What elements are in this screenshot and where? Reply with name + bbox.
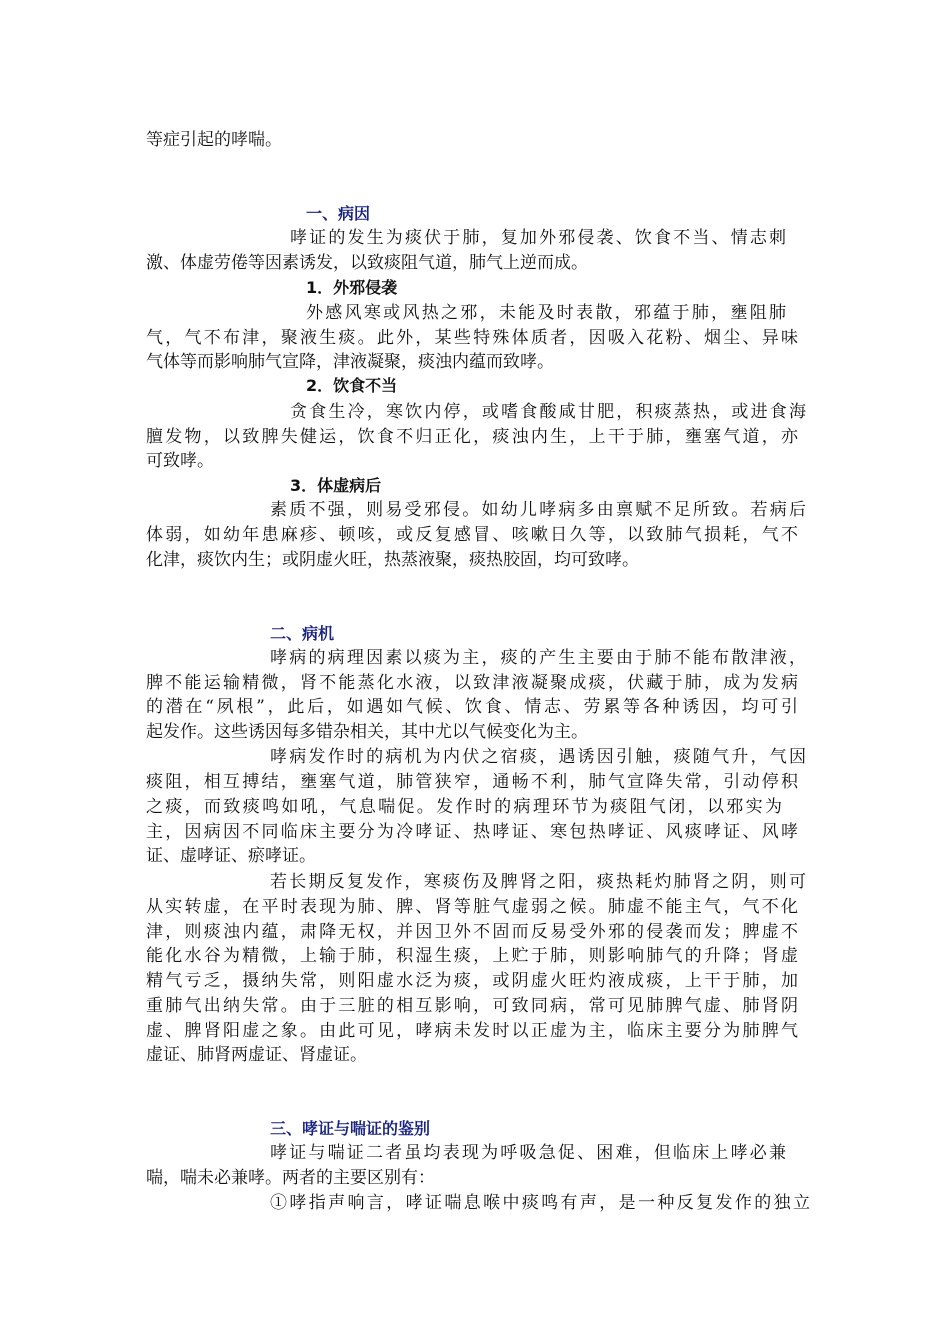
text-line: 若长期反复发作，寒痰伤及脾肾之阳，痰热耗灼肺肾之阴，则可: [270, 872, 806, 892]
section-heading: 2．饮食不当: [306, 376, 398, 395]
text-line: 起发作。这些诱因每多错杂相关，其中尤以气候变化为主。: [146, 722, 588, 742]
text-line: 喘，喘未必兼哮。两者的主要区别有：: [146, 1168, 435, 1188]
text-line: ①哮指声响言，哮证喘息喉中痰鸣有声，是一种反复发作的独立: [270, 1193, 810, 1213]
text-line: 之痰，而致痰鸣如吼，气息喘促。发作时的病理环节为痰阻气闭，以邪实为: [146, 797, 782, 817]
text-line: 贪食生冷，寒饮内停，或嗜食酸咸甘肥，积痰蒸热，或进食海: [290, 402, 806, 422]
section-heading: 三、哮证与喘证的鉴别: [270, 1119, 431, 1138]
text-line: 气，气不布津，聚液生痰。此外，某些特殊体质者，因吸入花粉、烟尘、异味: [146, 328, 798, 348]
text-line: 主，因病因不同临床主要分为冷哮证、热哮证、寒包热哮证、风痰哮证、风哮: [146, 822, 798, 842]
text-line: 素质不强，则易受邪侵。如幼儿哮病多由禀赋不足所致。若病后: [270, 500, 806, 520]
section-heading: 二、病机: [270, 624, 335, 643]
text-line: 气体等而影响肺气宣降，津液凝聚，痰浊内蕴而致哮。: [146, 352, 554, 372]
text-line: 脾不能运输精微，肾不能蒸化水液，以致津液凝聚成痰，伏藏于肺，成为发病: [146, 673, 798, 693]
text-line: 哮病发作时的病机为内伏之宿痰，遇诱因引触，痰随气升，气因: [270, 747, 806, 767]
section-heading: 3．体虚病后: [290, 476, 382, 495]
section-heading: 1．外邪侵袭: [306, 278, 398, 297]
text-line: 能化水谷为精微，上输于肺，积湿生痰，上贮于肺，则影响肺气的升降；肾虚: [146, 946, 798, 966]
text-line: 外感风寒或风热之邪，未能及时表散，邪蕴于肺，壅阻肺: [306, 303, 786, 323]
text-line: 等症引起的哮喘。: [146, 130, 282, 150]
text-line: 虚、脾肾阳虚之象。由此可见，哮病未发时以正虚为主，临床主要分为肺脾气: [146, 1021, 798, 1041]
text-line: 证、虚哮证、瘀哮证。: [146, 846, 316, 866]
text-line: 可致哮。: [146, 451, 214, 471]
text-line: 哮病的病理因素以痰为主，痰的产生主要由于肺不能布散津液，: [270, 648, 806, 668]
text-line: 津，则痰浊内蕴，肃降无权，并因卫外不固而反易受外邪的侵袭而发；脾虚不: [146, 922, 798, 942]
text-line: 从实转虚，在平时表现为肺、脾、肾等脏气虚弱之候。肺虚不能主气，气不化: [146, 897, 798, 917]
text-line: 虚证、肺肾两虚证、肾虚证。: [146, 1045, 367, 1065]
text-line: 重肺气出纳失常。由于三脏的相互影响，可致同病，常可见肺脾气虚、肺肾阴: [146, 996, 798, 1016]
text-line: 的潜在“夙根”，此后，如遇如气候、饮食、情志、劳累等各种诱因，均可引: [146, 697, 798, 717]
text-line: 哮证的发生为痰伏于肺，复加外邪侵袭、饮食不当、情志刺: [290, 228, 786, 248]
text-line: 体弱，如幼年患麻疹、顿咳，或反复感冒、咳嗽日久等，以致肺气损耗，气不: [146, 525, 798, 545]
text-line: 激、体虚劳倦等因素诱发，以致痰阻气道，肺气上逆而成。: [146, 253, 588, 273]
section-heading: 一、病因: [306, 204, 371, 223]
text-line: 膻发物，以致脾失健运，饮食不归正化，痰浊内生，上干于肺，壅塞气道，亦: [146, 427, 798, 447]
text-line: 痰阻，相互搏结，壅塞气道，肺管狭窄，通畅不利，肺气宣降失常，引动停积: [146, 772, 798, 792]
text-line: 哮证与喘证二者虽均表现为呼吸急促、困难，但临床上哮必兼: [270, 1143, 786, 1163]
text-line: 精气亏乏，摄纳失常，则阳虚水泛为痰，或阴虚火旺灼液成痰，上干于肺，加: [146, 971, 798, 991]
text-line: 化津，痰饮内生；或阴虚火旺，热蒸液聚，痰热胶固，均可致哮。: [146, 550, 639, 570]
